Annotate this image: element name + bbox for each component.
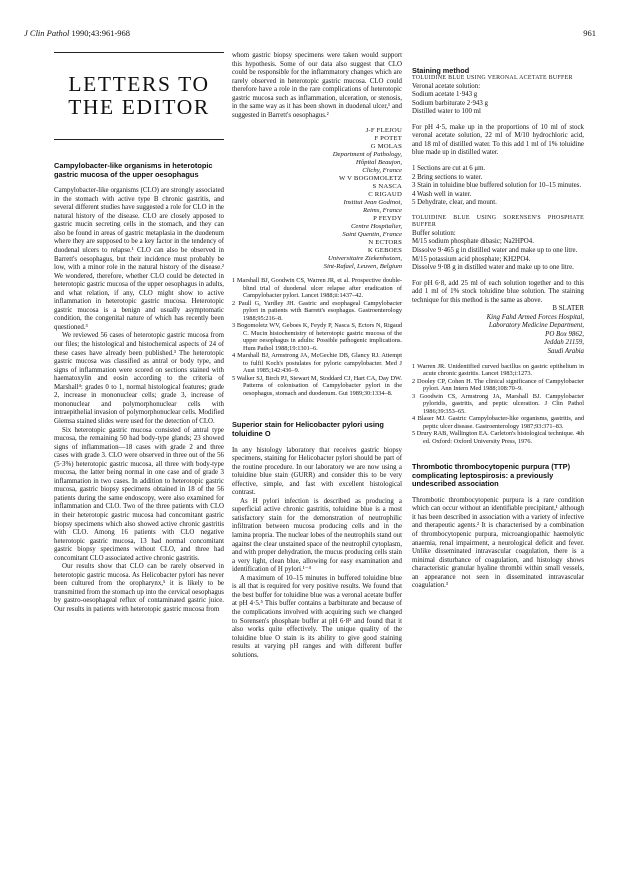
banner-line-1: LETTERS TO xyxy=(68,72,210,96)
author-affiliation: Institut Jean Godinot, xyxy=(343,199,402,207)
author-affiliation: Jeddah 21159, xyxy=(543,339,584,347)
letter1-paragraph: Campylobacter-like organisms (CLO) are strongly associated in the stomach with active type B chronic gastritis, and several different studies have suggested a role for CLO in the natural history of the disease. CLO are closely apposed to gastric mucin secreting cells in the stomach, and they can also be found in areas of gastric metaplasia in the duodenum where they are supposed to be a key factor in the tendency of duodenal ulcers to relapse.¹ CLO can also be observed in Barrett's oesophagus, but their incidence must probably be low, with a minor role in the natural history of the disease.² We wondered, therefore, whether CLO could be detected in heterotopic gastric mucosa of the upper oesophagus in adults, and what relation, if any, CLO might show to active inflammation in heterotopic gastric mucosa. Heterotopic gastric mucosa is a benign and usually asymptomatic condition, the congenital nature of which has recently been questioned.³ xyxy=(54,187,224,331)
reference-item: 2 Dooley CP, Cohen H. The clinical significance of Campylobacter pylori. Ann Intern Med 1988;108:70–9. xyxy=(412,377,584,393)
recipe-line: Buffer solution: xyxy=(412,229,456,237)
author-affiliation: PO Box 9862, xyxy=(545,330,584,338)
letter1-title: Campylobacter-like organisms in heterotopic gastric mucosa of the upper oesophagus xyxy=(54,161,213,179)
author-affiliation: Department of Pathology, xyxy=(332,151,402,159)
staining-steps xyxy=(412,165,584,208)
author-affiliation: Saint Quentin, France xyxy=(342,231,402,239)
recipe-line: Dissolve 9·465 g in distilled water and make up to one litre. xyxy=(412,246,578,254)
recipe-line: M/15 potassium acid phosphate; KH2PO4. xyxy=(412,255,531,263)
journal-name: J Clin Pathol xyxy=(24,28,70,38)
recipe-line: Dissolve 9·08 g in distilled water and make up to one litre. xyxy=(412,264,574,272)
reference-item: 5 Drury RAB, Wallington EA. Carleton's histological technique. 4th ed. Oxford: Oxford University Press, 1976. xyxy=(412,430,584,445)
staining-method-heading: Staining method xyxy=(412,66,470,75)
sorensen-recipe xyxy=(412,230,584,273)
author-affiliation: Hôpital Beaujon, xyxy=(355,159,402,167)
page-number: 961 xyxy=(583,28,596,38)
reference-item: 3 Goodwin CS, Armstrong JA, Marshall BJ. Campylobacter pyloridis, gastritis, and peptic ulceration. J Clin Pathol 1986;39:353–65. xyxy=(412,392,584,415)
author-affiliation: Centre Hospitalier, xyxy=(350,223,402,231)
reference-item: 5 Walker SJ, Birch PJ, Stewart M, Stoddard CJ, Hart CA, Day DW. Patterns of colonisation of Campylobacter pylori in the oesophagus, stomach and duodenum. Gut 1989;30:1334–8. xyxy=(232,374,402,397)
reference-item: 1 Warren JR. Unidentified curved bacillus on gastric epithelium in acute chronic gastritis. Lancet 1983;i:1273. xyxy=(412,362,584,378)
author-name: B SLATER xyxy=(552,305,584,313)
reference-item: 2 Paull G, Yardley JH. Gastric and esophageal Campylobacter pylori in patients with Barrett's esophagus. Gastroenterology 1988;95:216–8. xyxy=(232,299,402,322)
sorensen-heading: TOLUIDINE BLUE USING SORENSEN'S PHOSPHATE BUFFER xyxy=(412,214,584,229)
author-name: C RIGAUD xyxy=(368,191,402,199)
method-step: 3 Stain in toluidine blue buffered solution for 10–15 minutes. xyxy=(412,182,582,190)
method-step: 1 Sections are cut at 6 μm. xyxy=(412,164,486,172)
sorensen-instructions: For pH 6·8, add 25 ml of each solution together and to this add 1 ml of 1% stock toluidine blue solution. The staining technique for this method is the same as above. xyxy=(412,279,584,304)
author-name: G MOLAS xyxy=(370,143,402,151)
letter2-paragraph: A maximum of 10–15 minutes in buffered toluidine blue is all that is required for very positive results. We found that the best buffer for toluidine blue was a veronal acetate buffer at pH 4·5.⁵ This buffer contains a barbiturate and because of the complications involved with acquiring such we changed to Sorensen's phosphate buffer at pH 6·8⁵ and found that it also works quite effectively. The unique quality of the toluidine blue O stain is its ability to give good staining results at varying pH ranges and with different buffer solutions. xyxy=(232,574,402,659)
letter2-references xyxy=(412,363,584,446)
journal-volume: 1990;43:961-968 xyxy=(71,28,131,38)
letter2-paragraph: In any histology laboratory that receives gastric biopsy specimens, staining for Helicobacter pylori should be part of the routine procedure. In our laboratory we are now using a toluidine blue stain (GURR) and consider this to be very effective, simple, and fast with excellent histological contrast. xyxy=(232,446,402,497)
author-name: K GEBOES xyxy=(367,247,402,255)
column-2 xyxy=(232,52,402,660)
method-step: 4 Wash well in water. xyxy=(412,190,472,198)
author-affiliation: Clichy, France xyxy=(362,167,402,175)
column-3 xyxy=(412,52,584,591)
banner-line-2: THE EDITOR xyxy=(68,95,210,119)
letter3-title: Thrombotic thrombocytopenic purpura (TTP) complicating leptospirosis: a previously undescribed association xyxy=(412,462,571,489)
section-banner xyxy=(54,52,224,140)
letter1-references xyxy=(232,277,402,397)
recipe-line: M/15 sodium phosphate dibasic; Na2HPO4. xyxy=(412,238,534,246)
recipe-line: Sodium barbiturate 2·943 g xyxy=(412,99,488,107)
author-affiliation: Saudi Arabia xyxy=(547,348,584,355)
letter1-paragraph: We reviewed 56 cases of heterotopic gastric mucosa from our files; the histological and histochemical aspects of 24 of these cases have already been published.³ The heterotopic gastric mucosa was classified as antral or body type, and signs of inflammation were scored on sections stained with haematoxylin and eosin according to the criteria of Marshall⁴: grades 0 to 1, normal histological features; grade 2, increase in mononuclear cells; grade 3, increase of mononuclear and polymorphonuclear cells with intraepithelial invasion of polymorphonuclear cells. Modified Giemsa stained slides were used for the detection of CLO. xyxy=(54,332,224,425)
recipe-line: Sodium acetate 1·943 g xyxy=(412,91,478,99)
method-step: 5 Dehydrate, clear, and mount. xyxy=(412,199,497,207)
author-name: S NASCA xyxy=(372,183,402,191)
veronal-heading: TOLUIDINE BLUE USING VERONAL ACETATE BUFFER xyxy=(412,75,573,81)
veronal-instructions: For pH 4·5, make up in the proportions of 10 ml of stock veronal acetate solution, 22 ml of M/10 hydrochloric acid, and 18 ml of distilled water. To this add 1 ml of 1% toluidine blue made up in distilled water. xyxy=(412,123,584,157)
page-header xyxy=(24,28,596,42)
journal-citation xyxy=(24,28,130,38)
recipe-line: Veronal acetate solution: xyxy=(412,82,481,90)
reference-item: 4 Marshall BJ, Armstrong JA, McGechie DB, Glancy RJ. Attempt to fulfil Koch's postulates for pyloric campylobacter. Med J Aust 1985;142:436–9. xyxy=(232,352,402,375)
author-affiliation: Universitaire Ziekenhuizen, xyxy=(327,255,402,263)
author-affiliation: Reims, France xyxy=(363,207,402,215)
author-affiliation: Laboratory Medicine Department, xyxy=(488,322,584,330)
author-name: F POTET xyxy=(374,135,402,143)
author-name: W V BOGOMOLETZ xyxy=(339,175,402,183)
reference-item: 3 Bogomoletz WV, Geboes K, Feydy P, Nasca S, Ectors N, Rigaud C. Mucin histochemistry of heterotopic gastric mucosa of the upper oesophagus in adults: Possible pathogenic implications. Hum Pathol 1988;19:1301–6. xyxy=(232,322,402,352)
author-affiliation: King Fahd Armed Forces Hospital, xyxy=(486,313,584,321)
letter1-paragraph: Our results show that CLO can be rarely observed in heterotopic gastric mucosa. As Helicobacter pylori has never been cultured from the oropharynx,⁵ it is likely to be transmitted from the stomach up into the cervical oesophagus by gastro-oesophageal reflux of contaminated gastric juice. Our results in patients with heterotopic gastric mucosa from xyxy=(54,563,224,613)
letter2-title: Superior stain for Helicobacter pylori using toluidine O xyxy=(232,420,384,438)
author-affiliation: Sint-Rafael, Leuven, Belgium xyxy=(323,263,402,271)
author-name: J-F FLEJOU xyxy=(365,127,402,135)
letter3-paragraph: Thrombotic thrombocytopenic purpura is a rare condition which can occur without an identifiable precipitant,¹ although it has been described in association with a variety of infective and therapeutic agents.² It is characterised by a combination of thrombocytopenic purpura, microangiopathic haemolytic anaemia, renal impairment, a neurological deficit and fever. Unlike disseminated intravascular coagulation, there is a minimal disturbance of coagulation, and histology shows characteristic granular hyaline thrombi within small vessels, an appearance not seen in disseminated intravascular coagulation.³ xyxy=(412,496,584,590)
letter2-paragraph: As H pylori infection is described as producing a superficial active chronic gastritis, toluidine blue is a most satisfactory stain for the demonstration of neutrophilic infiltration between mucosa producing cells and in the lamina propria. The nuclear lobes of the neutrophils stand out against the clear unstained space of the neutrophil cytoplasm, and with proper dehydration, the mucus producing cells stain a very light, clean blue, allowing for easy examination and identification of H pylori.¹⁻⁴ xyxy=(232,497,402,574)
author-name: N ECTORS xyxy=(368,239,402,247)
method-step: 2 Bring sections to water. xyxy=(412,173,483,181)
letter1-paragraph: whom gastric biopsy specimens were taken would support this hypothesis. Some of our data also suggest that CLO could be responsible for the inflammatory changes which are rarely observed in heterotopic gastric mucosa. CLO could therefore have a role in the rare complications of heterotopic gastric mucosa such as inflammation, ulceration, or stenosis, in the same way as it has been shown in duodenal ulcer,¹ and suggested in Barrett's oesophagus.² xyxy=(232,52,402,119)
letter2-signature xyxy=(412,305,584,356)
letter1-authors xyxy=(232,127,402,271)
veronal-recipe xyxy=(412,83,584,117)
column-1 xyxy=(54,52,224,615)
reference-item: 1 Marshall BJ, Goodwin CS, Warren JR, et al. Prospective double-blind trial of duodenal ulcer relapse after eradication of Campylobacter pylori. Lancet 1988;ii:1437–42. xyxy=(232,277,402,300)
letter1-paragraph: Six heterotopic gastric mucosa consisted of antral type mucosa, the remaining 50 had body-type glands; 23 showed signs of inflammation—18 cases with grade 2 and three cases with grade 3. CLO were observed in three out of the 56 (5·3%) heterotopic gastric mucosa, all three with body-type mucosa, the latter being normal in one case and of grade 3 inflammation in two cases. In addition to heterotopic gastric mucosa, gastric biopsy specimens obtained in 18 of the 56 patients during the same endoscopy, were also examined for inflammation and CLO. Two of the three patients with CLO in their heterotopic gastric mucosa had concomitant gastric biopsy specimens which also showed active chronic gastritis with CLO. Among 16 patients with CLO negative heterotopic gastric mucosa, 13 had normal concomitant gastric biopsy specimens without CLO, and three had concomitant CLO associated active chronic gastritis. xyxy=(54,426,224,562)
author-name: P FEYDY xyxy=(373,215,402,223)
reference-item: 4 Blaser MJ. Gastric Campylobacter-like organisms, gastritis, and peptic ulcer disease. Gastroenterology 1987;93:371–83. xyxy=(412,415,584,430)
recipe-line: Distilled water to 100 ml xyxy=(412,108,481,116)
